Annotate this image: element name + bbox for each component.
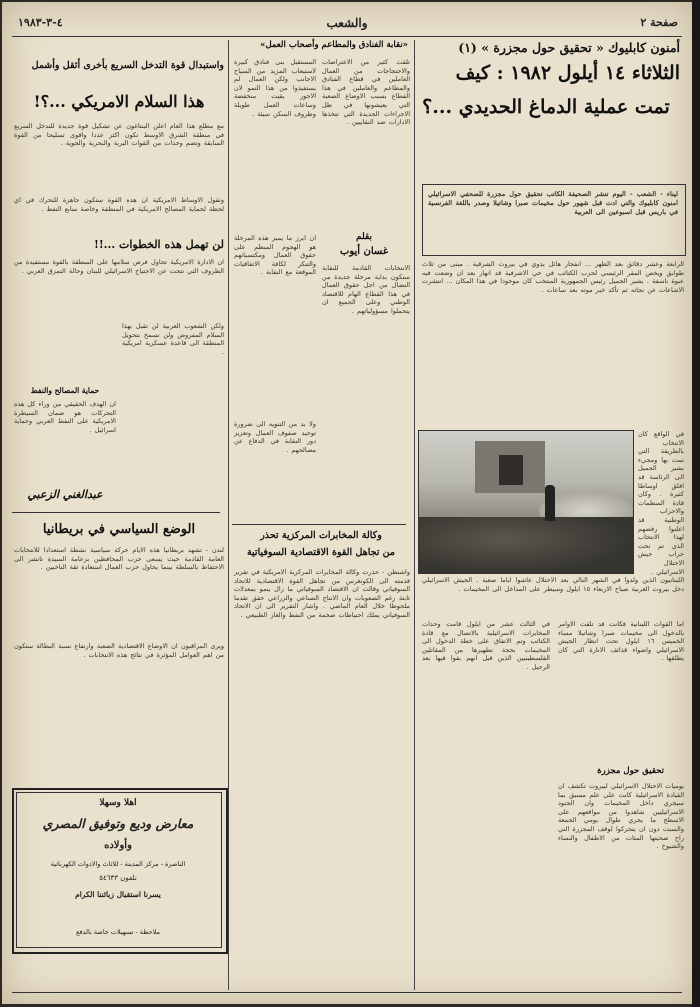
column-divider — [414, 40, 415, 990]
britain-headline: الوضع السياسي في بريطانيا — [42, 522, 196, 537]
middle-body-3: الانتخابات القادمة للنقابة ستكون بداية مرحلة جديدة من النضال من اجل حقوق العمال في هذا القطاع الهام للاقتصاد الوطني وعلى الجميع ان يتحملوا مسؤولياتهم . — [322, 264, 410, 315]
left-body-4: ولكن الشعوب العربية لن تقبل بهذا السلام المفروض ولن تسمح بتحويل المنطقة الى قاعدة عسكرية امريكية . — [122, 322, 224, 356]
ad-subtitle: وأولاده — [104, 840, 132, 851]
left-body-2: وتقول الاوساط الامريكية ان هذه القوة ستكون جاهزة للتحرك في اي لحظة لحماية المصالح الامريكية في المنطقة وخاصة منابع النفط . — [14, 196, 224, 213]
masthead: والشعب — [326, 16, 368, 30]
ad-line-2: تلفون ٥٤٦٣٣ — [99, 874, 137, 882]
left-rule — [12, 512, 220, 513]
left-body-5: ان الهدف الحقيقي من وراء كل هذه التحركات هو ضمان السيطرة الامريكية على النفط العربي وحماية اسرائيل . — [14, 400, 116, 434]
ad-line-3: يسرنا استقبال زبائننا الكرام — [75, 890, 161, 899]
right-headline-1: الثلاثاء ١٤ أيلول ١٩٨٢ : كيف — [455, 62, 680, 84]
middle-kicker: «نقابة الفنادق والمطاعم وأصحاب العمل» — [260, 40, 408, 50]
ad-title: معارض وديع وتوفيق المصري — [42, 816, 194, 831]
issue-date: ٤-٣-١٩٨٣ — [18, 16, 63, 29]
right-subhead: تحقيق حول مجزرة — [597, 766, 664, 776]
left-body-3: ان الادارة الامريكية تحاول فرض سلامها على المنطقة بالقوة مستفيدة من الظروف التي نتجت عن الاجتياح الاسرائيلي للبنان وحالة التمزق العربي . — [14, 258, 224, 275]
page-header — [12, 16, 682, 34]
ad-footer: ملاحظة - تسهيلات خاصة بالدفع — [76, 928, 160, 936]
middle-body-5: ولا بد من التنويه الى ضرورة توحيد صفوف العمال وتعزيز دور النقابة في الدفاع عن مصالحهم . — [234, 420, 316, 454]
newspaper-page — [2, 2, 694, 1004]
left-body-1: مع مطلع هذا العام اعلن البنتاغون عن تشكيل قوة جديدة للتدخل السريع في منطقة الشرق الاوسط تكون اكثر عددا واقوى تسليحا من القوة السابقة وتضم وحدات من القوات البرية والبحرية والجوية . — [14, 122, 224, 148]
right-body-4: اما القوات اللبنانية فكانت قد تلقت الاوامر بالدخول الى مخيمات صبرا وشاتيلا مساء الخميس ١٦ ايلول تحت انظار الجيش الاسرائيلي واضواء قذائف الانارة التي كان يطلقها . — [558, 620, 684, 663]
right-body-3: اللبنانيون الذين ولدوا في الشهر التالي بعد الاحتلال عاشوا اياما صعبة . الجيش الاسرائيلي دخل بيروت الغربية صباح الاربعاء ١٥ ايلول وسيطر على المداخل الى المخيمات . — [422, 576, 684, 593]
column-divider — [228, 40, 229, 990]
right-body-1: الرابعة وعشر دقائق بعد الظهر ... انفجار هائل يدوي في بيروت الشرقية . مبنى من ثلاث طوابق ويخص المقر الرئيسي لحزب الكتائب في حي الاشرفية قد انهار بعد ان وضعت فيه عبوة ناسفة . بشير الجميل رئيس الجمهورية المنتخب كان موجودا في هذا المكان ... انتشرت الاشاعات عن نجاته ثم تأكد خبر موته بعد ساعات . — [422, 260, 684, 294]
left-body-7: ويرى المراقبون ان الاوضاع الاقتصادية الصعبة وارتفاع نسبة البطالة ستكون من اهم العوامل المؤثرة في نتائج هذه الانتخابات . — [14, 642, 224, 659]
right-body-5: في الثالث عشر من ايلول قامت وحدات المخابرات الاسرائيلية بالاتصال مع قادة الكتائب وتم الاتفاق على خطة الدخول الى المخيمات بحجة تطهيرها من المقاتلين الفلسطينيين الذين قيل انهم بقوا فيها بعد الرحيل . — [422, 620, 550, 671]
cia-headline-2: من تجاهل القوة الاقتصادية السوفياتية — [246, 547, 396, 558]
byline-name: غسان أيوب — [339, 246, 389, 257]
middle-body-6: واشنطن - حذرت وكالة المخابرات المركزية الامريكية في تقرير قدمته الى الكونغرس من تجاهل القوة الاقتصادية للاتحاد السوفياتي وقالت ان الاقتصاد السوفياتي ما زال ينمو بمعدلات ثابتة رغم الصعوبات وان الانتاج الصناعي والزراعي حقق تقدما ملحوظا خلال العام الماضي . واشار التقرير الى ان الاتحاد السوفياتي يملك احتياطات ضخمة من النفط والغاز الطبيعي . — [234, 568, 410, 619]
middle-body-1: تلقت كثير من الاعتراضات والاحتجاجات من العمال العاملين في قطاع الفنادق والمطاعم والعاملين في هذا القطاع بسبب الاوضاع الصعبة التي يعيشونها في ظل الاجراءات الجديدة التي تتخذها الادارات ضد النقابيين . — [322, 58, 410, 127]
news-photo — [418, 430, 634, 574]
ad-welcome: اهلا وسهلا — [99, 798, 137, 808]
left-subhead-1: لن تهمل هذه الخطوات ...!! — [94, 238, 224, 251]
left-kicker: واستبدال قوة التدخل السريع بأخرى أثقل وأشمل — [31, 60, 224, 71]
right-kicker: أمنون كابليوك « تحقيق حول مجزرة » (١) — [458, 40, 680, 55]
page-edge — [692, 0, 700, 1007]
middle-body-4: ان ابرز ما يميز هذه المرحلة هو الهجوم المنظم على حقوق العمال ومكتسباتهم والتنكر لكافة الاتفاقيات الموقعة مع النقابة . — [234, 234, 316, 277]
author-signature: عبدالغني الزعبي — [27, 488, 103, 501]
left-body-6: لندن - تشهد بريطانيا هذه الايام حركة سياسية نشطة استعدادا للانتخابات العامة القادمة حيث يسعى حزب المحافظين بزعامة السيدة تاتشر الى الاحتفاظ بالسلطة بينما يحاول حزب العمال استعادة ثقة الناخبين . — [14, 546, 224, 572]
right-body-2: في الواقع كان الانتخاب بالطريقة التي تمت بها ومجيء بشير الجميل الى الرئاسة قد اقلق اوساطا كثيرة . وكان قادة المنظمات والاحزاب الوطنية قد اعلنوا رفضهم لهذا الانتخاب الذي تم تحت حراب جيش الاحتلال الاسرائيلي . — [638, 430, 684, 576]
left-headline: هذا السلام الامريكي ...؟! — [33, 92, 205, 111]
middle-rule — [232, 524, 406, 525]
right-body-6: يوميات الاحتلال الاسرائيلي لبيروت تكشف ان القيادة الاسرائيلية كانت على علم مسبق بما سيجري داخل المخيمات وان الجنود الاسرائيليين شاهدوا من مواقعهم على الاسطح ما يجري طوال يومي الجمعة والسبت دون ان يتحركوا لوقف المجزرة التي راح ضحيتها المئات من الاطفال والنساء والشيوخ . — [558, 782, 684, 851]
middle-body-2: المستقبل بنى فنادق كبيرة لاستيعاب المزيد من السياح الاجانب ولكن العمال لم يستفيدوا من هذا النمو لان الاجور بقيت منخفضة وساعات العمل طويلة وظروف السكن سيئة . — [234, 58, 316, 118]
ad-line-1: الناصرة - مركز المدينة - للاثاث والادوات الكهربائية — [50, 860, 186, 868]
byline-label: بقلم — [355, 232, 373, 242]
right-headline-2: تمت عملية الدماغ الحديدي ...؟ — [422, 96, 670, 118]
footer-rule — [12, 992, 682, 993]
page-number: صفحة ٢ — [640, 16, 678, 29]
cia-headline-1: وكالة المخابرات المركزية تحذر — [260, 530, 382, 541]
left-subhead-2: حماية المصالح والنفط — [30, 386, 100, 395]
intro-text: ليناء - الشعب - اليوم تنشر الصحيفة الكاتب تحقيق حول مجزرة للصحفي الاسرائيلي امنون كابليوك والتي ادت قبل شهور حول مخيمات صبرا وشاتيلا وصدر باللغة الفرنسية في باريس قبل اسبوعين الى العربية — [428, 190, 678, 216]
header-rule — [12, 36, 682, 37]
